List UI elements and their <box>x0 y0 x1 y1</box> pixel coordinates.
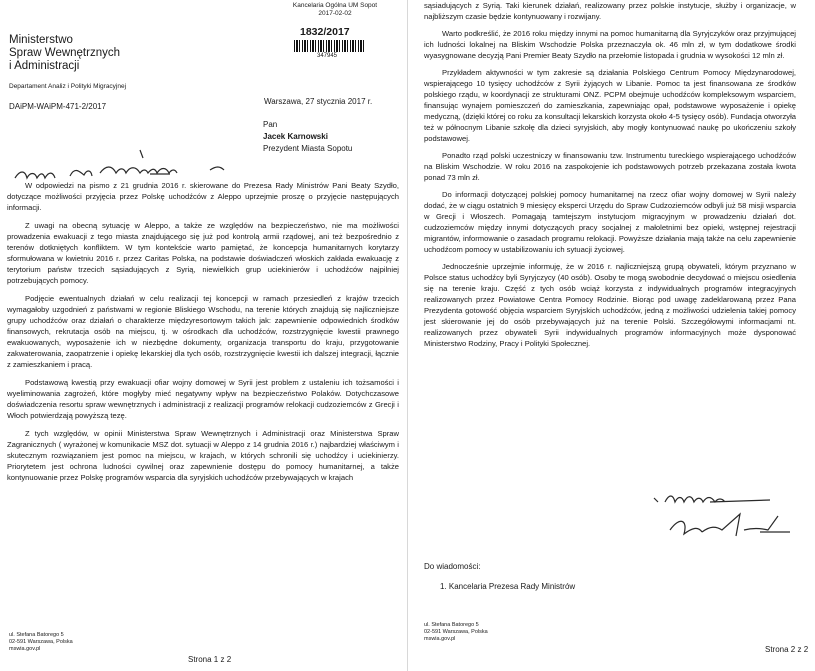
paragraph-2: Z uwagi na obecną sytuację w Aleppo, a także ze względów na bezpieczeństwo, nie ma możliwości prowadzenia ewakuacji z tego miasta znajdującego się już pod kontrolą armii rządowej, ani też bezpośrednio z terenów dotkniętych konfliktem. W tym kontekście warto pamiętać, że koncepcja humanitarnych korytarzy sformułowana w kwietniu 2016 r. przez Caritas Polska, na podstawie doświadczeń włoskich zakłada ewakuację z terytorium państw trzecich sąsiadujących z Syrią, niewielkich grup uciekinierów i uchodźców najpilniej potrzebujących pomocy. <box>7 221 399 285</box>
paragraph-4: Podstawową kwestią przy ewakuacji ofiar wojny domowej w Syrii jest problem z ustaleniu ich tożsamości i wyeliminowania zagrożeń, które mogłyby mieć negatywny wpływ na bezpieczeństwo Polaków. Dotychczasowe doświadczenia resortu spraw wewnętrznych i administracji z realizacji programów relokacji cudzoziemców z Grecji i Włoch potwierdzają powyższą tezę. <box>7 378 399 420</box>
letter-body-page-2 <box>424 0 796 355</box>
footer-website: mswia.gov.pl <box>9 646 41 652</box>
barcode-number: 347945 <box>317 53 338 59</box>
ministry-line-1: Ministerstwo <box>9 34 73 46</box>
letter-page-1 <box>0 0 407 671</box>
footer-city: 02-591 Warszawa, Polska <box>9 639 73 645</box>
footer-address <box>9 632 73 653</box>
recipient-title: Prezydent Miasta Sopotu <box>263 144 353 153</box>
department-name: Departament Analiz i Polityki Migracyjnej <box>9 83 127 90</box>
handwritten-signature <box>640 480 810 550</box>
ministry-line-3: i Administracji <box>9 60 80 72</box>
cc-label: Do wiadomości: <box>424 562 481 571</box>
paragraph-8: Ponadto rząd polski uczestniczy w finansowaniu tzw. Instrumentu tureckiego wspierającego uchodźców na Bliskim Wschodzie. W roku 2016 na zaspokojenie ich podstawowych potrzeb przekazana została kwota ponad 73 mln zł. <box>424 151 796 182</box>
paragraph-1: W odpowiedzi na pismo z 21 grudnia 2016 r. skierowane do Prezesa Rady Ministrów Pani Beaty Szydło, dotyczące możliwości przyjęcia przez Polskę uchodźców z Aleppo uprzejmie proszę o przyjęcie następujących informacji. <box>7 181 399 212</box>
paragraph-6: Warto podkreślić, że 2016 roku między innymi na pomoc humanitarną dla Syryjczyków oraz przyjmującej ich ludności lokalnej na Bliskim Wschodzie Polska przeznaczyła ok. 46 mln zł, w tym dodatkowe środki wyasygnowane decyzją Pani Premier Beaty Szydło na przełomie listopada i grudnia w wysokości 12 mln zł. <box>424 29 796 60</box>
paragraph-7: Przykładem aktywności w tym zakresie są działania Polskiego Centrum Pomocy Międzynarodowej, wspierającego 10 tysięcy uchodźców z Syrii żyjących w Libanie. Pomoc ta jest finansowana ze środków polskiego rządu, w koordynacji ze strukturami ONZ. PCPM obejmuje uchodźców kompleksowym wsparciem, finansując wynajem pomieszczeń do zamieszkania, zapewniając opał, podstawowe wyposażenie i opiekę medyczną, (dzięki której co roku za konsultacji lekarskich korzysta około 4-5 tysięcy osób). Fundacja otworzyła też w północnym Libanie szkołę dla dzieci syryjskich, aby mogły kontynuować naukę po ukończeniu szkoły podstawowej. <box>424 68 796 143</box>
ministry-line-2: Spraw Wewnętrznych <box>9 47 120 59</box>
recipient-name: Jacek Karnowski <box>263 132 328 141</box>
recipient-salutation: Pan <box>263 120 278 129</box>
cc-item-1: 1. Kancelaria Prezesa Rady Ministrów <box>440 582 576 591</box>
paragraph-3: Podjęcie ewentualnych działań w celu realizacji tej koncepcji w ramach przesiedleń z krajów trzecich wymagałoby uzgodnień z państwami w regionie Bliskiego Wschodu, na terenie których znajdują się najliczniejsze grupy uchodźców oraz działań o charakterze międzyresortowym takich jak: zapewnienie odpowiednich środków finansowych, rekrutacja osób na miejscu, tj. w ośrodkach dla uchodźców, rozstrzygnięcie kwestii prawnego ewakuowanych, wyposażenie ich w niezbędne dokumenty, organizacja transportu do kraju, przygotowanie zakwaterowania, zaopatrzenie i opiekę lekarskiej dla tych osób, rozstrzygnięcie kwestii ich dalszej integracji, łącznie z zamieszkaniem i pracą. <box>7 294 399 369</box>
footer-street: ul. Stefana Batorego 5 <box>9 632 64 638</box>
paragraph-5: Z tych względów, w opinii Ministerstwa Spraw Wewnętrznych i Administracji oraz Ministerstwa Spraw Zagranicznych ( wyrażonej w komunikacie MSZ dot. sytuacji w Aleppo z 14 grudnia 2016 r.) najbardziej właściwym i skutecznym rozwiązaniem jest pomoc na miejscu, w krajach, w których schronili się uchodźcy i uciekinierzy. Priorytetem jest ochrona ludności cywilnej oraz zapewnienie dostępu do pomocy humanitarnej, a także kontynuowanie przez Polskę programów wsparcia dla syryjskich uchodźców przebywających w krajach <box>7 429 399 482</box>
footer-street-2: ul. Stefana Batorego 5 <box>424 622 479 628</box>
registry-stamp <box>285 2 385 18</box>
barcode <box>294 40 366 52</box>
stamp-date: 2017-02-02 <box>318 10 352 17</box>
paragraph-9: Do informacji dotyczącej polskiej pomocy humanitarnej na rzecz ofiar wojny domowej w Syrii należy dodać, że w ciągu ostatnich 9 miesięcy eksperci Urzędu do Spraw Cudzoziemców odbyli już 58 misji wsparcia w Grecji i Włoszech. Pomagają tamtejszym instytucjom migracyjnym w prowadzeniu działań dot. cudzoziemców między innymi dotyczących pracy socjalnej z małoletnimi bez opieki, wstępnej rejestracji migrantów, informowanie o zasadach programu relokacji. Powyższe działania mają także na celu zapewnienie uchodźcom pomocy w ustabilizowaniu ich sytuacji życiowej. <box>424 190 796 254</box>
paragraph-continued: sąsiadujących z Syrią. Taki kierunek działań, realizowany przez polskie instytucje, służby i organizacje, w najbliższym czasie będzie kontynuowany i rozwijany. <box>424 1 796 21</box>
letter-body-page-1 <box>7 180 399 490</box>
footer-website-2: mswia.gov.pl <box>424 636 456 642</box>
letter-date: Warszawa, 27 stycznia 2017 r. <box>264 97 373 106</box>
page-number: Strona 1 z 2 <box>188 655 232 664</box>
footer-address-2 <box>424 622 488 643</box>
page-number-2: Strona 2 z 2 <box>765 645 809 654</box>
reference-number: DAiPM-WAiPM-471-2/2017 <box>9 102 107 111</box>
paragraph-10: Jednocześnie uprzejmie informuję, że w 2016 r. najliczniejszą grupą obywateli, którym przyznano w Polsce status uchodźcy byli Syryjczycy (40 osób). Osoby te mogą swobodnie decydować o miejscu osiedlenia się na terenie kraju. Część z tych osób wciąż korzysta z indywidualnych programów integracyjnych realizowanych przez Powiatowe Centra Pomocy Rodzinie. Biorąc pod uwagę zadeklarowaną przez Pana Prezydenta gotowość objęcia wsparciem Syryjskich uchodźców, jedną z możliwości udzielenia takiej pomocy jest skierowanie jej do osób przebywających już na terenie Polski. Szczegółowymi informacjami nt. realizowanych przez obywateli Syrii indywidualnych programów informacyjnych może dysponować Ministerstwo Rodziny, Pracy i Polityki Społecznej. <box>424 262 796 348</box>
ministry-name <box>9 34 120 73</box>
footer-city-2: 02-591 Warszawa, Polska <box>424 629 488 635</box>
stamp-office: Kancelaria Ogólna UM Sopot <box>292 2 378 9</box>
stamp-number: 1832/2017 <box>300 26 350 38</box>
